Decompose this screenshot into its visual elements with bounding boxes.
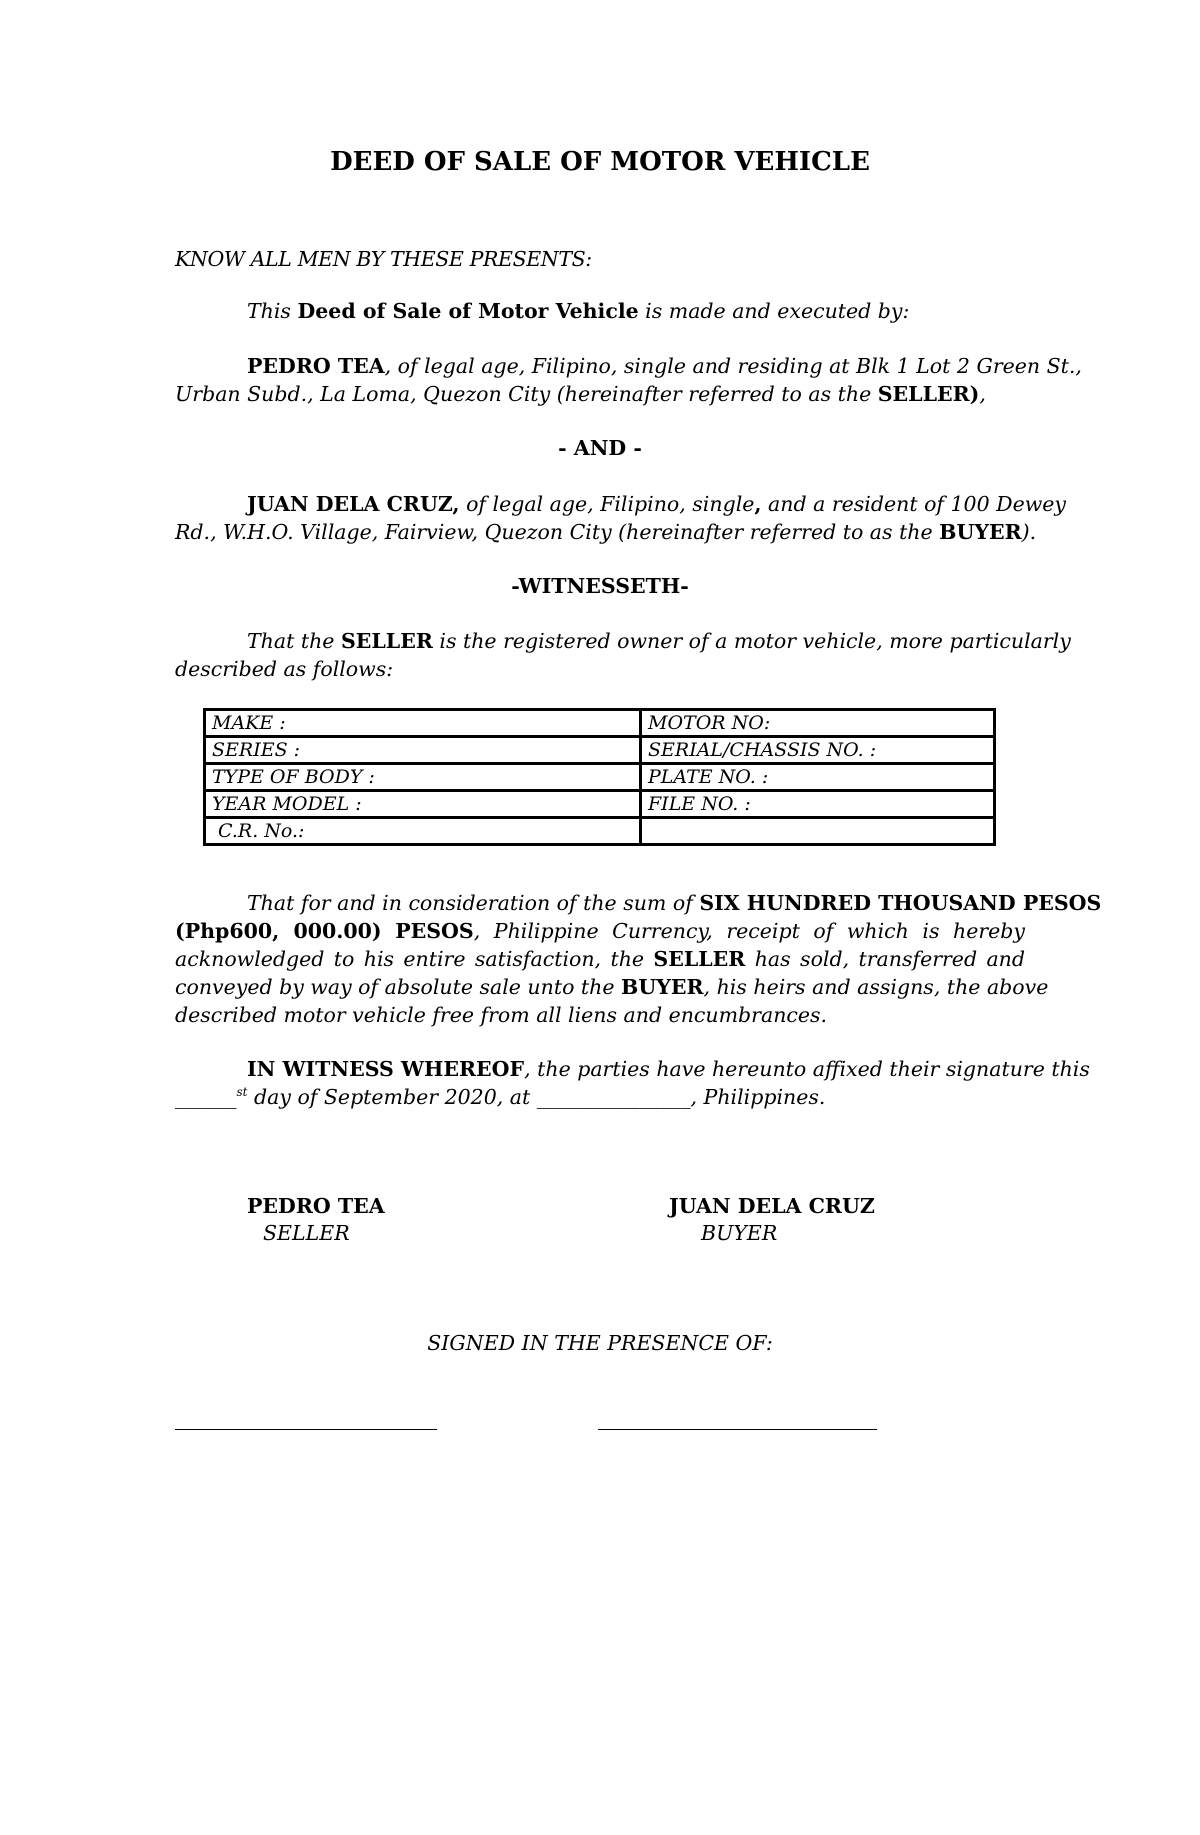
pesos-word: PESOS (395, 919, 474, 943)
intro-line (247, 297, 909, 325)
ordinal-suffix: st (236, 1085, 248, 1100)
consideration-prefix: That for and in consideration of the sum of (247, 891, 700, 915)
seller-signatory-role: SELLER (263, 1221, 350, 1245)
series-cell: SERIES : (205, 737, 641, 764)
document-title: DEED OF SALE OF MOTOR VEHICLE (330, 147, 870, 177)
amount-words: SIX HUNDRED THOUSAND PESOS (699, 891, 1102, 915)
table-row (205, 818, 995, 845)
consideration-buyer: BUYER (621, 975, 704, 999)
intro-suffix: is made and executed by: (638, 299, 910, 323)
witness-line2-end: , Philippines. (690, 1085, 826, 1109)
buyer-role: BUYER (939, 520, 1022, 544)
seller-name: PEDRO TEA (247, 354, 385, 378)
table-row (205, 791, 995, 818)
signed-in-presence-heading: SIGNED IN THE PRESENCE OF: (427, 1331, 773, 1355)
buyer-line1-comma: , (754, 492, 762, 516)
consideration-line4-rest: , his heirs and assigns, the above (703, 975, 1049, 999)
buyer-signatory-name: JUAN DELA CRUZ (669, 1194, 875, 1218)
make-cell: MAKE : (205, 710, 641, 737)
and-divider: - AND - (558, 436, 642, 460)
owner-paragraph-line2: described as follows: (175, 657, 394, 681)
year-model-cell: YEAR MODEL : (205, 791, 641, 818)
table-row (205, 764, 995, 791)
seller-role: SELLER (877, 382, 970, 406)
cr-no-cell: C.R. No.: (205, 818, 641, 845)
intro-deed-name: Deed of Sale of Motor Vehicle (297, 299, 639, 323)
empty-cell (641, 818, 995, 845)
seller-line2-text: Urban Subd., La Loma, Quezon City (hereinafter referred to as the (175, 382, 878, 406)
table-row (205, 737, 995, 764)
blank-day: ______ (175, 1085, 237, 1109)
buyer-line1-text: of legal age, Filipino, single (459, 492, 755, 516)
consideration-line2 (175, 917, 1025, 945)
witness-line1-rest: , the parties have hereunto affixed their signature this (524, 1057, 1090, 1081)
seller-signatory-name: PEDRO TEA (247, 1194, 385, 1218)
witness-signature-line-right (598, 1429, 877, 1430)
know-all-men-heading: KNOW ALL MEN BY THESE PRESENTS: (175, 247, 592, 271)
seller-paragraph-line2 (175, 380, 986, 408)
witnesseth-heading: -WITNESSETH- (511, 574, 689, 598)
buyer-name: JUAN DELA CRUZ (247, 492, 453, 516)
owner-prefix: That the (247, 629, 341, 653)
intro-prefix: This (247, 299, 298, 323)
plate-no-cell: PLATE NO. : (641, 764, 995, 791)
serial-chassis-cell: SERIAL/CHASSIS NO. : (641, 737, 995, 764)
owner-paragraph-line1 (247, 627, 1071, 655)
buyer-name-comma: , (452, 492, 460, 516)
owner-line1-rest: is the registered owner of a motor vehicle, more particularly (432, 629, 1071, 653)
buyer-paragraph-line2 (175, 518, 1036, 546)
witness-lead: IN WITNESS WHEREOF (247, 1057, 525, 1081)
type-of-body-cell: TYPE OF BODY : (205, 764, 641, 791)
seller-paragraph-line1 (247, 352, 1082, 380)
owner-seller: SELLER (340, 629, 433, 653)
amount-figures: (Php600, 000.00) (175, 919, 382, 943)
witness-line1 (247, 1055, 1090, 1083)
buyer-role-end: ). (1021, 520, 1037, 544)
consideration-line2-rest: , Philippine Currency, receipt of which is hereby (473, 919, 1025, 943)
witness-signature-line-left (175, 1429, 437, 1430)
witness-line2 (175, 1083, 825, 1111)
witness-line2-mid: day of September 2020, at (247, 1085, 537, 1109)
seller-trail: , (979, 382, 986, 406)
consideration-line4 (175, 973, 1049, 1001)
consideration-line4-prefix: conveyed by way of absolute sale unto the (175, 975, 622, 999)
seller-role-end: ) (969, 382, 980, 406)
table-row (205, 710, 995, 737)
blank-place: _______________ (536, 1085, 691, 1109)
buyer-line1-rest: and a resident of 100 Dewey (761, 492, 1066, 516)
motor-no-cell: MOTOR NO: (641, 710, 995, 737)
buyer-paragraph-line1 (247, 490, 1066, 518)
buyer-signatory-role: BUYER (701, 1221, 778, 1245)
consideration-line5: described motor vehicle free from all liens and encumbrances. (175, 1003, 828, 1027)
consideration-line1 (247, 889, 1102, 917)
file-no-cell: FILE NO. : (641, 791, 995, 818)
consideration-line3-prefix: acknowledged to his entire satisfaction, the (175, 947, 654, 971)
seller-line1-text: , of legal age, Filipino, single and residing at Blk 1 Lot 2 Green St., (384, 354, 1082, 378)
vehicle-details-table (203, 708, 996, 846)
consideration-line3 (175, 945, 1025, 973)
buyer-line2-text: Rd., W.H.O. Village, Fairview, Quezon City (hereinafter referred to as the (175, 520, 940, 544)
consideration-line3-rest: has sold, transferred and (745, 947, 1025, 971)
consideration-seller: SELLER (653, 947, 746, 971)
